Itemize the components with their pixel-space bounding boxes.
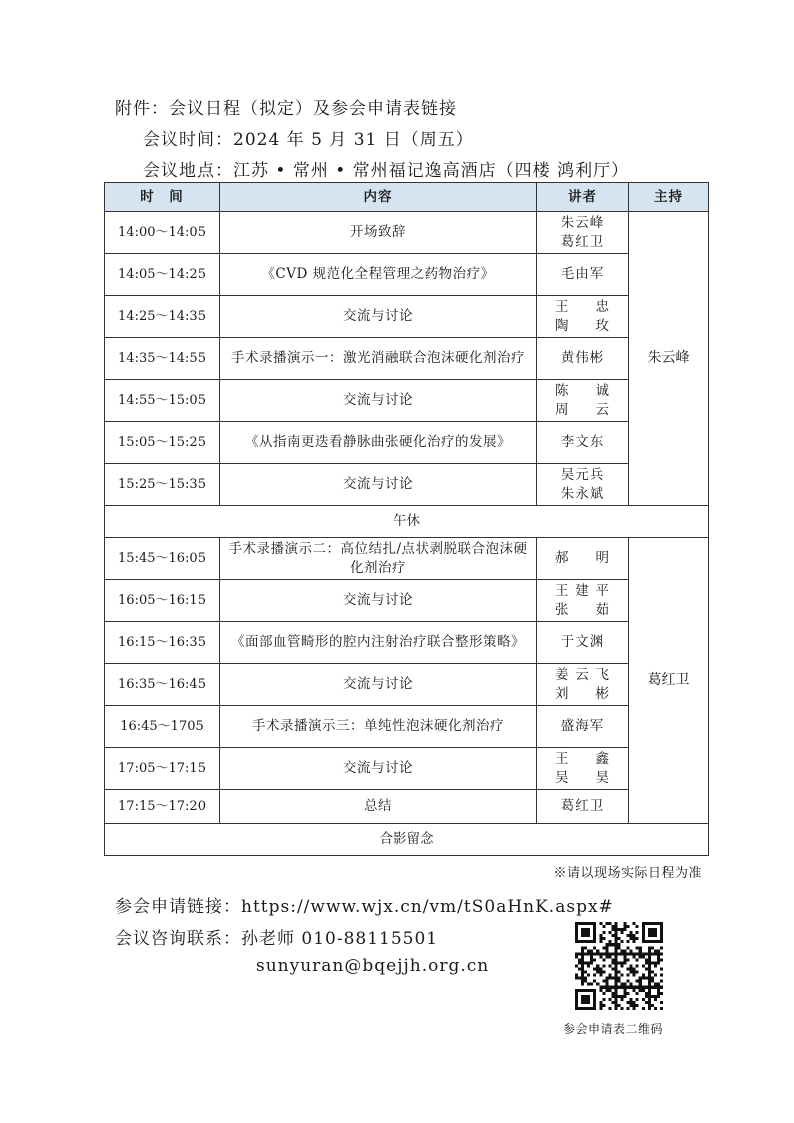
schedule-note: ※请以现场实际日程为准	[553, 866, 702, 881]
col-header-content: 内容	[220, 183, 537, 212]
session-topic: 手术录播演示三：单纯性泡沫硬化剂治疗	[220, 706, 537, 748]
session-host: 葛红卫	[629, 538, 709, 824]
session-topic: 《CVD 规范化全程管理之药物治疗》	[220, 254, 537, 296]
session-time: 16:05～16:15	[105, 580, 220, 622]
speaker-name: 李文东	[560, 434, 605, 450]
speaker-name: 陶玫	[555, 317, 610, 334]
table-row	[105, 212, 709, 254]
session-topic: 手术录播演示一：激光消融联合泡沫硬化剂治疗	[220, 338, 537, 380]
session-speakers	[537, 380, 629, 422]
session-speakers	[537, 422, 629, 464]
meeting-time: 会议时间：2024 年 5 月 31 日（周五）	[143, 130, 474, 150]
speaker-name: 葛红卫	[560, 233, 605, 250]
speaker-name: 张茹	[555, 601, 610, 618]
session-topic: 总结	[220, 790, 537, 824]
session-speakers	[537, 538, 629, 580]
table-row	[105, 580, 709, 622]
speaker-name: 朱云峰	[560, 214, 605, 231]
attachment-title: 附件：会议日程（拟定）及参会申请表链接	[115, 99, 457, 119]
session-time: 14:35～14:55	[105, 338, 220, 380]
speaker-name: 朱永斌	[560, 485, 605, 502]
session-topic: 交流与讨论	[220, 296, 537, 338]
table-header-row	[105, 183, 709, 212]
speaker-name: 盛海军	[560, 718, 605, 734]
registration-qr-code	[575, 922, 663, 1010]
session-speakers	[537, 296, 629, 338]
session-time: 14:55～15:05	[105, 380, 220, 422]
session-time: 16:35～16:45	[105, 664, 220, 706]
contact-line: 会议咨询联系：孙老师 010-88115501	[115, 929, 439, 949]
session-topic: 开场致辞	[220, 212, 537, 254]
table-row	[105, 422, 709, 464]
speaker-name: 吴元兵	[560, 466, 605, 483]
session-topic: 交流与讨论	[220, 748, 537, 790]
session-topic: 《从指南更迭看静脉曲张硬化治疗的发展》	[220, 422, 537, 464]
qr-caption: 参会申请表二维码	[563, 1022, 664, 1036]
session-speakers	[537, 622, 629, 664]
session-speakers	[537, 254, 629, 296]
session-speakers	[537, 790, 629, 824]
group-photo-row	[105, 824, 709, 856]
table-row	[105, 706, 709, 748]
speaker-name: 黄伟彬	[560, 350, 605, 366]
session-topic: 交流与讨论	[220, 464, 537, 506]
group-photo: 合影留念	[105, 824, 709, 856]
session-time: 14:00～14:05	[105, 212, 220, 254]
session-speakers	[537, 748, 629, 790]
speaker-name: 刘彬	[555, 685, 610, 702]
speaker-name: 郝明	[555, 550, 610, 566]
table-row	[105, 538, 709, 580]
session-topic: 手术录播演示二：高位结扎/点状剥脱联合泡沫硬化剂治疗	[220, 538, 537, 580]
session-speakers	[537, 664, 629, 706]
session-time: 17:05～17:15	[105, 748, 220, 790]
session-speakers	[537, 464, 629, 506]
col-header-time: 时 间	[105, 183, 220, 212]
table-row	[105, 380, 709, 422]
schedule-table	[104, 182, 709, 856]
speaker-name: 王鑫	[555, 750, 610, 767]
speaker-name: 吴昊	[555, 769, 610, 786]
session-time: 14:05～14:25	[105, 254, 220, 296]
session-topic: 《面部血管畸形的腔内注射治疗联合整形策略》	[220, 622, 537, 664]
meeting-place: 会议地点：江苏 • 常州 • 常州福记逸高酒店（四楼 鸿利厅）	[143, 161, 630, 181]
speaker-name: 于文渊	[560, 634, 605, 650]
session-host: 朱云峰	[629, 212, 709, 506]
col-header-speaker: 讲者	[537, 183, 629, 212]
session-speakers	[537, 338, 629, 380]
session-time: 15:05～15:25	[105, 422, 220, 464]
speaker-name: 王建平	[555, 582, 610, 599]
session-time: 15:45～16:05	[105, 538, 220, 580]
speaker-name: 葛红卫	[560, 798, 605, 814]
session-speakers	[537, 580, 629, 622]
lunch-break: 午休	[105, 506, 709, 538]
registration-link[interactable]: 参会申请链接：https://www.wjx.cn/vm/tS0aHnK.aspx#	[115, 897, 614, 917]
speaker-name: 周云	[555, 401, 610, 418]
session-time: 15:25～15:35	[105, 464, 220, 506]
table-row	[105, 464, 709, 506]
session-topic: 交流与讨论	[220, 664, 537, 706]
session-speakers	[537, 212, 629, 254]
col-header-host: 主持	[629, 183, 709, 212]
speaker-name: 王忠	[555, 298, 610, 315]
speaker-name: 姜云飞	[555, 666, 610, 683]
session-speakers	[537, 706, 629, 748]
table-row	[105, 296, 709, 338]
session-time: 17:15～17:20	[105, 790, 220, 824]
table-row	[105, 790, 709, 824]
table-row	[105, 338, 709, 380]
table-row	[105, 254, 709, 296]
session-time: 16:15～16:35	[105, 622, 220, 664]
session-topic: 交流与讨论	[220, 380, 537, 422]
speaker-name: 陈诚	[555, 382, 610, 399]
table-row	[105, 748, 709, 790]
session-time: 16:45～1705	[105, 706, 220, 748]
table-row	[105, 664, 709, 706]
session-topic: 交流与讨论	[220, 580, 537, 622]
speaker-name: 毛由军	[560, 266, 605, 282]
session-time: 14:25～14:35	[105, 296, 220, 338]
contact-email[interactable]: sunyuran@bqejjh.org.cn	[256, 956, 490, 976]
lunch-break-row	[105, 506, 709, 538]
table-row	[105, 622, 709, 664]
